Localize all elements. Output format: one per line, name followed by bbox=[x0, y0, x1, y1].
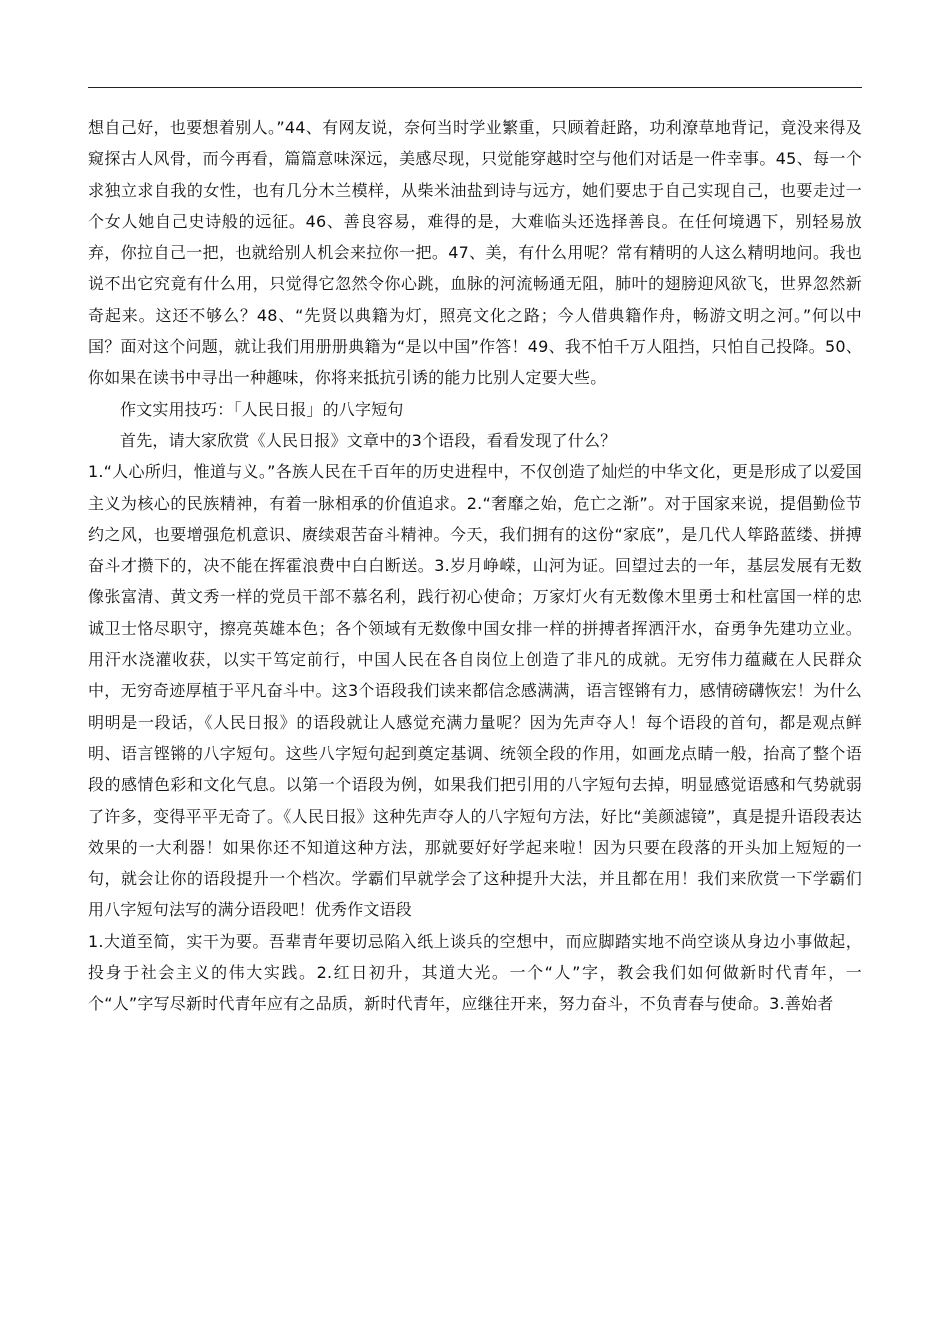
paragraph-peoples-daily-examples: 1.“人心所归，惟道与义。”各族人民在千百年的历史进程中，不仅创造了灿烂的中华文化，更是形成了以爱国主义为核心的民族精神，有着一脉相承的价值追求。2.“奢靡之始，危亡之渐”。对于国家来说，提倡勤俭节约之风，也要增强危机意识、赓续艰苦奋斗精神。今天，我们拥有的这份“家底”，是几代人筚路蓝缕、拼搏奋斗才攒下的，决不能在挥霍浪费中白白断送。3.岁月峥嵘，山河为证。回望过去的一年，基层发展有无数像张富清、黄文秀一样的党员干部不慕名利，践行初心使命；万家灯火有无数像木里勇士和杜富国一样的忠诚卫士恪尽职守，擦亮英雄本色；各个领域有无数像中国女排一样的拼搏者挥洒汗水，奋勇争先建功立业。用汗水浇灌收获，以实干笃定前行，中国人民在各自岗位上创造了非凡的成就。无穷伟力蕴藏在人民群众中，无穷奇迹厚植于平凡奋斗中。这3个语段我们读来都信念感满满，语言铿锵有力，感情磅礴恢宏！为什么明明是一段话，《人民日报》的语段就让人感觉充满力量呢？因为先声夺人！每个语段的首句，都是观点鲜明、语言铿锵的八字短句。这些八字短句起到奠定基调、统领全段的作用，如画龙点睛一般，抬高了整个语段的感情色彩和文化气息。以第一个语段为例，如果我们把引用的八字短句去掉，明显感觉语感和气势就弱了许多，变得平平无奇了。《人民日报》这种先声夺人的八字短句方法，好比“美颜滤镜”，真是提升语段表达效果的一大利器！如果你还不知道这种方法，那就要好好学起来啦！因为只要在段落的开头加上短短的一句，就会让你的语段提升一个档次。学霸们早就学会了这种提升大法，并且都在用！我们来欣赏一下学霸们用八字短句法写的满分语段吧！优秀作文语段 bbox=[88, 462, 862, 920]
document-body bbox=[88, 112, 862, 1020]
header-rule bbox=[88, 87, 862, 88]
paragraph-quotes-44-50: 想自己好，也要想着别人。”44、有网友说，奈何当时学业繁重，只顾着赶路，功利潦草地背记，竟没来得及窥探古人风骨，而今再看，篇篇意味深远，美感尽现，只觉能穿越时空与他们对话是一件幸事。45、每一个求独立求自我的女性，也有几分木兰模样，从柴米油盐到诗与远方，她们要忠于自己实现自己，也要走过一个女人她自己史诗般的远征。46、善良容易，难得的是，大难临头还选择善良。在任何境遇下，别轻易放弃，你拉自己一把，也就给别人机会来拉你一把。47、美，有什么用呢？常有精明的人这么精明地问。我也说不出它究竟有什么用，只觉得它忽然令你心跳，血脉的河流畅通无阻，肺叶的翅膀迎风欲飞，世界忽然新奇起来。这还不够么？48、“先贤以典籍为灯，照亮文化之路；今人借典籍作舟，畅游文明之河。”何以中国？面对这个问题，就让我们用册册典籍为“是以中国”作答！49、我不怕千万人阻挡，只怕自己投降。50、你如果在读书中寻出一种趣味，你将来抵抗引诱的能力比别人定要大些。 bbox=[88, 118, 862, 388]
paragraph-excellent-samples: 1.大道至简，实干为要。吾辈青年要切忌陷入纸上谈兵的空想中，而应脚踏实地不尚空谈从身边小事做起，投身于社会主义的伟大实践。2.红日初升，其道大光。一个“人”字，教会我们如何做新时代青年，一个“人”字写尽新时代青年应有之品质，新时代青年，应继往开来，努力奋斗，不负青春与使命。3.善始者 bbox=[88, 931, 862, 1014]
intro-paragraph: 首先，请大家欣赏《人民日报》文章中的3个语段，看看发现了什么？ bbox=[120, 430, 617, 450]
section-heading: 作文实用技巧：「人民日报」的八字短句 bbox=[120, 399, 404, 419]
